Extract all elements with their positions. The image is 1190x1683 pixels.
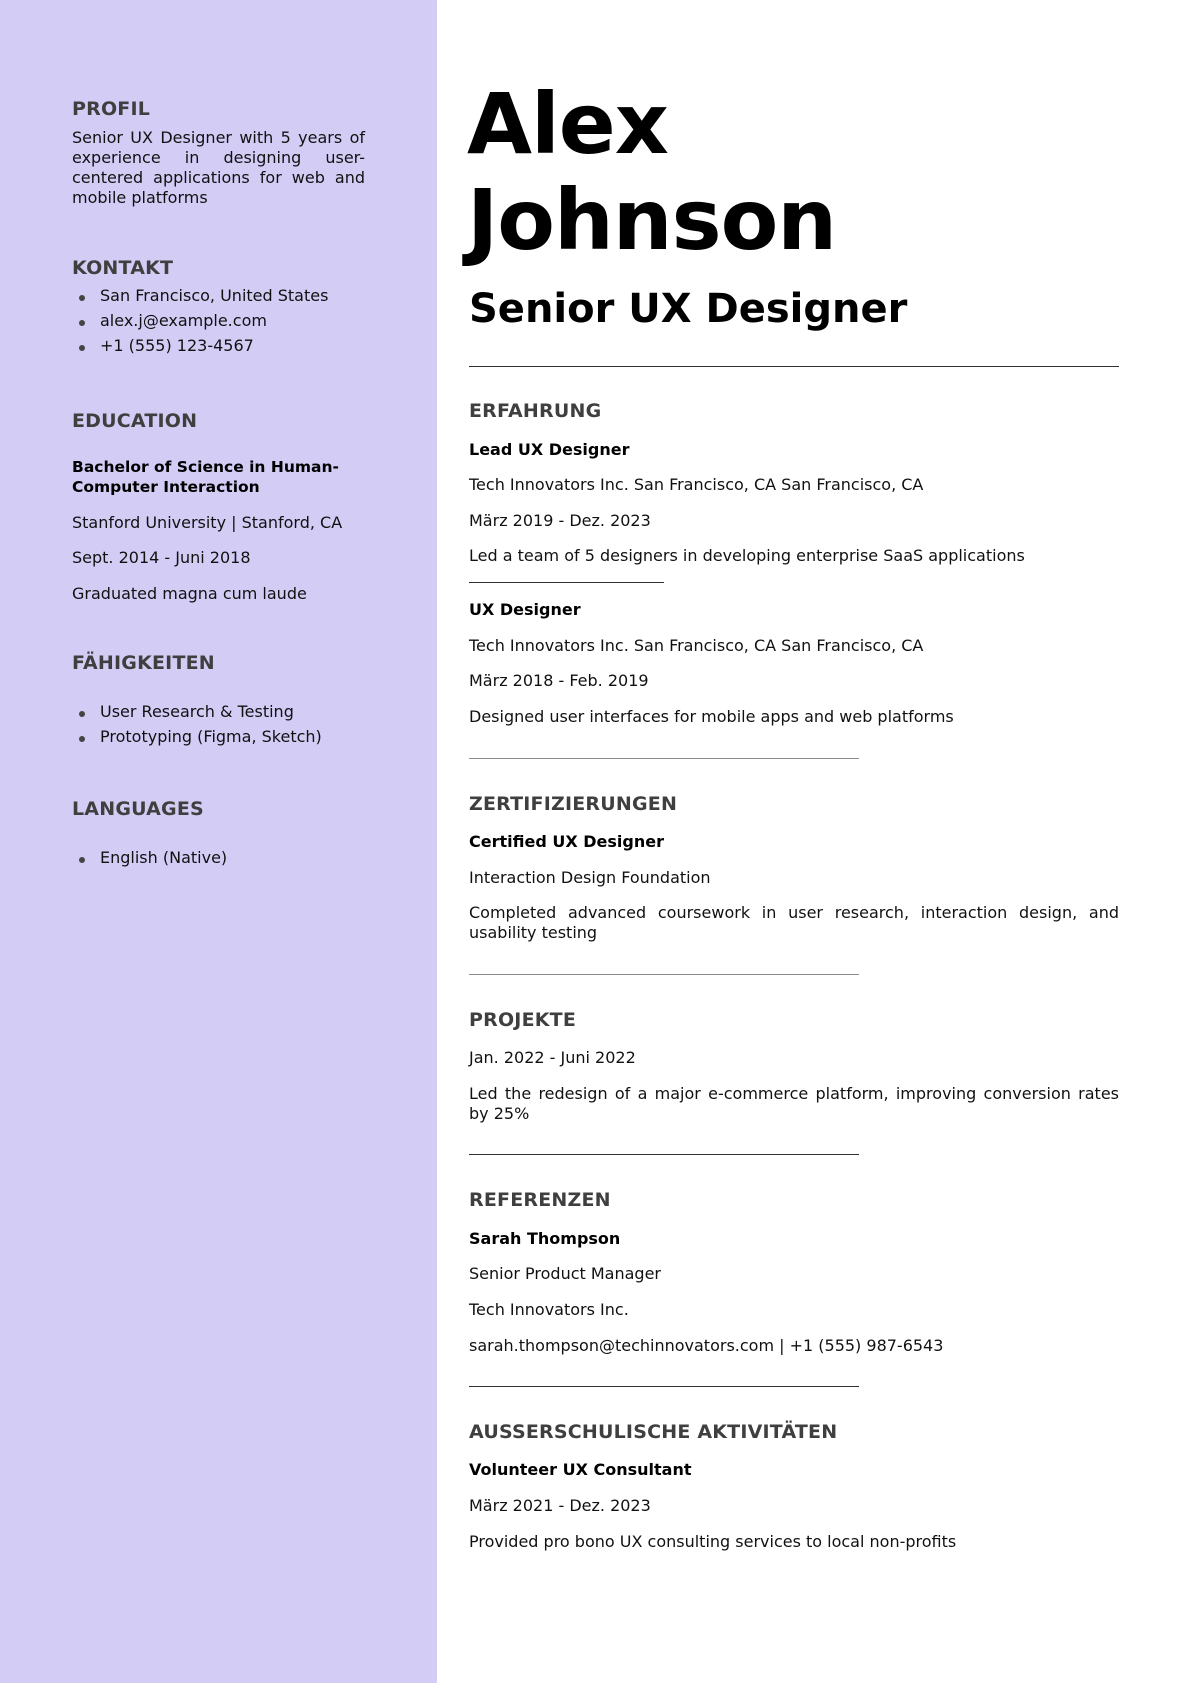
sidebar (0, 0, 437, 1683)
project-dates: Jan. 2022 - Juni 2022 (469, 1048, 636, 1067)
education-note: Graduated magna cum laude (72, 584, 307, 603)
education-degree: Bachelor of Science in Human-Computer Interaction (72, 458, 339, 496)
job-company: Tech Innovators Inc. San Francisco, CA San Francisco, CA (469, 636, 924, 655)
contact-email: alex.j@example.com (72, 311, 328, 336)
references-heading: REFERENZEN (469, 1189, 611, 1211)
reference-name: Sarah Thompson (469, 1229, 621, 1248)
certification-description: Completed advanced coursework in user research, interaction design, and usability testing (469, 903, 1119, 942)
job-role: UX Designer (469, 600, 581, 619)
certification-name: Certified UX Designer (469, 832, 664, 851)
job-dates: März 2018 - Feb. 2019 (469, 671, 649, 690)
contact-phone: +1 (555) 123-4567 (72, 336, 328, 361)
name-first: Alex (467, 75, 668, 173)
contact-list (72, 286, 328, 361)
education-dates: Sept. 2014 - Juni 2018 (72, 548, 251, 567)
name-last: Johnson (467, 171, 837, 269)
certification-issuer: Interaction Design Foundation (469, 868, 711, 887)
activity-description: Provided pro bono UX consulting services to local non-profits (469, 1532, 957, 1551)
skill-item: User Research & Testing (72, 702, 322, 727)
activity-role: Volunteer UX Consultant (469, 1460, 692, 1479)
certifications-heading: ZERTIFIZIERUNGEN (469, 793, 678, 815)
experience-heading: ERFAHRUNG (469, 400, 602, 422)
job-description: Designed user interfaces for mobile apps and web platforms (469, 707, 954, 726)
job-company: Tech Innovators Inc. San Francisco, CA San Francisco, CA (469, 475, 924, 494)
project-description: Led the redesign of a major e-commerce platform, improving conversion rates by 25% (469, 1084, 1119, 1123)
job-description: Led a team of 5 designers in developing enterprise SaaS applications (469, 546, 1025, 565)
languages-heading: LANGUAGES (72, 798, 204, 820)
language-item: English (Native) (72, 848, 227, 873)
contact-heading: KONTAKT (72, 257, 174, 279)
job-divider (469, 582, 664, 583)
reference-company: Tech Innovators Inc. (469, 1300, 629, 1319)
header-divider (469, 366, 1119, 367)
job-role: Lead UX Designer (469, 440, 630, 459)
languages-list (72, 848, 227, 873)
section-divider (469, 1386, 859, 1387)
contact-location: San Francisco, United States (72, 286, 328, 311)
reference-contact: sarah.thompson@techinnovators.com | +1 (555) 987-6543 (469, 1336, 944, 1355)
activities-heading: AUSSERSCHULISCHE AKTIVITÄTEN (469, 1421, 838, 1443)
projects-heading: PROJEKTE (469, 1009, 577, 1031)
section-divider (469, 974, 859, 975)
profile-text: Senior UX Designer with 5 years of experience in designing user-centered applications for web and mobile platforms (72, 128, 365, 207)
education-school: Stanford University | Stanford, CA (72, 513, 343, 532)
profile-heading: PROFIL (72, 98, 151, 120)
skills-heading: FÄHIGKEITEN (72, 652, 215, 674)
job-dates: März 2019 - Dez. 2023 (469, 511, 651, 530)
skills-list (72, 702, 322, 752)
activity-dates: März 2021 - Dez. 2023 (469, 1496, 651, 1515)
section-divider (469, 758, 859, 759)
job-title: Senior UX Designer (469, 286, 908, 332)
education-heading: EDUCATION (72, 410, 198, 432)
reference-position: Senior Product Manager (469, 1264, 662, 1283)
skill-item: Prototyping (Figma, Sketch) (72, 727, 322, 752)
section-divider (469, 1154, 859, 1155)
